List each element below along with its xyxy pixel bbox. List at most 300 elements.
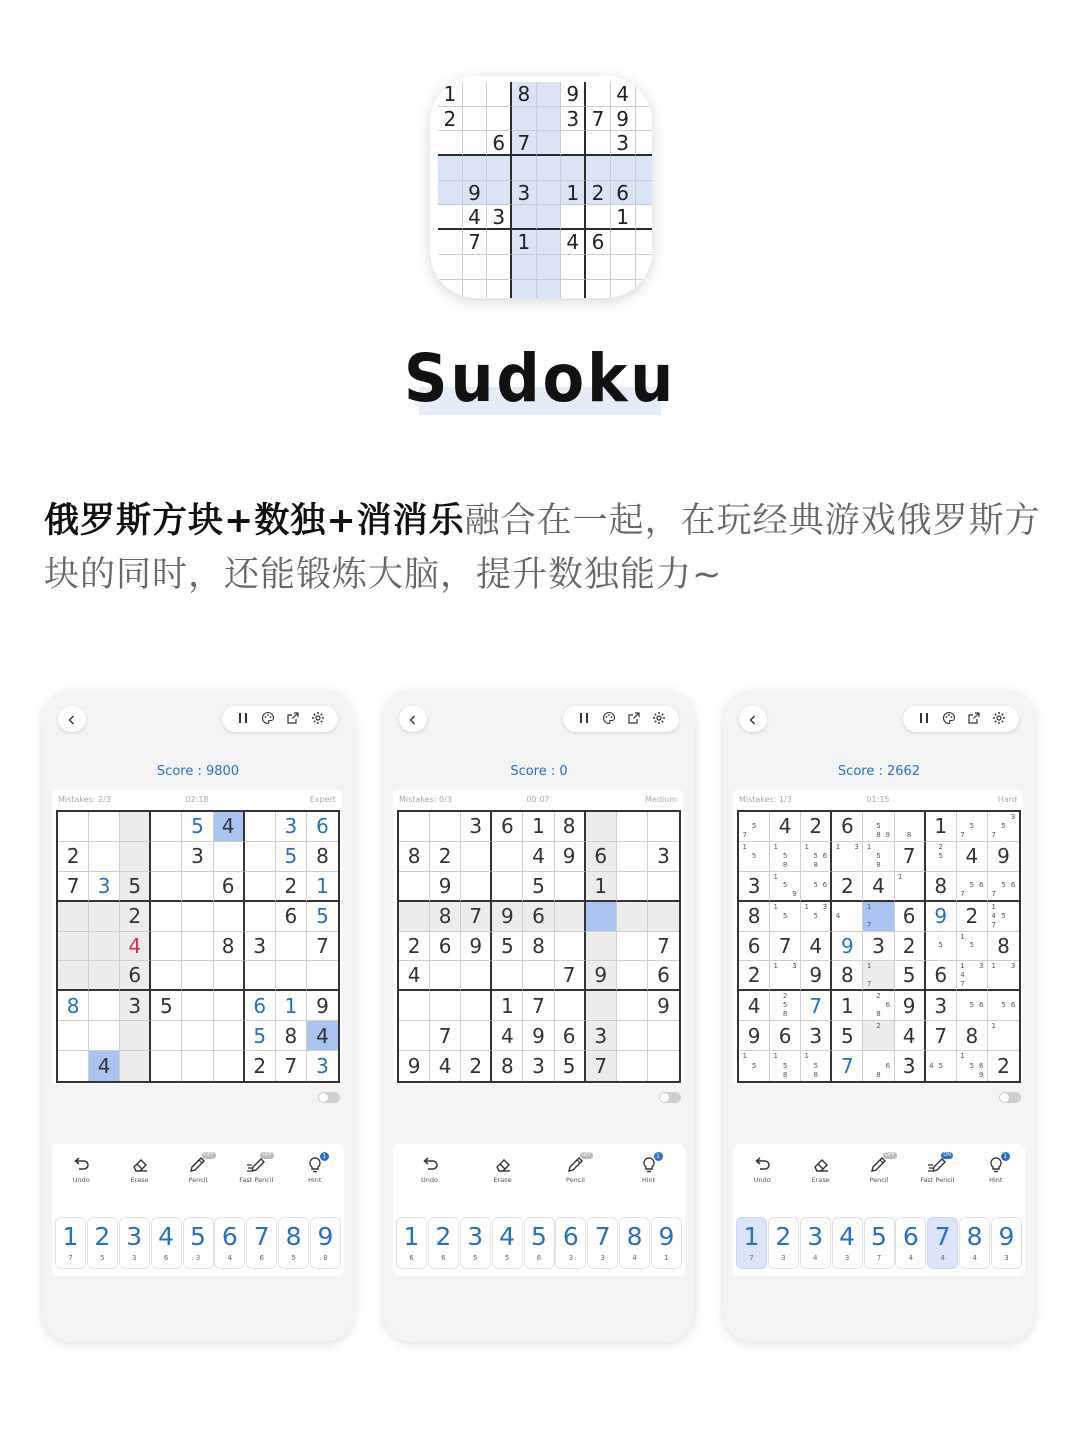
number-key[interactable]: [801, 1218, 830, 1268]
sudoku-cell[interactable]: [832, 1051, 863, 1081]
sudoku-cell[interactable]: [617, 1021, 648, 1051]
back-button[interactable]: [58, 706, 86, 732]
sudoku-cell[interactable]: [832, 1021, 863, 1051]
sudoku-cell[interactable]: [461, 842, 492, 872]
sudoku-cell[interactable]: [151, 902, 182, 932]
sudoku-cell[interactable]: [120, 872, 151, 902]
sudoku-cell[interactable]: [89, 872, 120, 902]
sudoku-cell[interactable]: [245, 902, 276, 932]
number-key[interactable]: [311, 1218, 340, 1268]
sudoku-cell[interactable]: [832, 991, 863, 1021]
sudoku-cell[interactable]: [957, 1051, 988, 1081]
sudoku-cell[interactable]: [307, 812, 338, 842]
sudoku-cell[interactable]: [555, 991, 586, 1021]
sudoku-cell[interactable]: [307, 961, 338, 991]
sudoku-cell[interactable]: [214, 1021, 245, 1051]
sudoku-cell[interactable]: [492, 1021, 523, 1051]
sudoku-cell[interactable]: [988, 902, 1019, 932]
sudoku-cell[interactable]: [58, 961, 89, 991]
sudoku-cell[interactable]: [276, 872, 307, 902]
sudoku-cell[interactable]: [957, 1021, 988, 1051]
number-key[interactable]: [247, 1218, 276, 1268]
fast-pencil-button[interactable]: [910, 1152, 964, 1190]
sudoku-cell[interactable]: [214, 812, 245, 842]
sudoku-cell[interactable]: [245, 932, 276, 962]
pause-icon[interactable]: [577, 710, 591, 729]
sudoku-cell[interactable]: [863, 842, 894, 872]
sudoku-cell[interactable]: [926, 812, 957, 842]
sudoku-cell[interactable]: [276, 902, 307, 932]
sudoku-cell[interactable]: [957, 812, 988, 842]
sudoku-cell[interactable]: [430, 991, 461, 1021]
sudoku-cell[interactable]: [895, 842, 926, 872]
sudoku-cell[interactable]: [770, 902, 801, 932]
sudoku-cell[interactable]: [801, 842, 832, 872]
hint-button[interactable]: [288, 1153, 342, 1190]
highlight-toggle[interactable]: [999, 1092, 1021, 1103]
sudoku-cell[interactable]: [617, 842, 648, 872]
sudoku-cell[interactable]: [801, 1051, 832, 1081]
sudoku-cell[interactable]: [863, 902, 894, 932]
share-icon[interactable]: [967, 710, 981, 729]
number-key[interactable]: [184, 1218, 213, 1268]
sudoku-cell[interactable]: [245, 991, 276, 1021]
sudoku-cell[interactable]: [957, 991, 988, 1021]
sudoku-cell[interactable]: [245, 842, 276, 872]
sudoku-cell[interactable]: [926, 1051, 957, 1081]
sudoku-cell[interactable]: [617, 961, 648, 991]
sudoku-cell[interactable]: [926, 932, 957, 962]
sudoku-cell[interactable]: [430, 812, 461, 842]
pencil-button[interactable]: [852, 1152, 906, 1190]
back-button[interactable]: [399, 706, 427, 732]
sudoku-cell[interactable]: [214, 961, 245, 991]
sudoku-cell[interactable]: [739, 902, 770, 932]
sudoku-cell[interactable]: [648, 872, 679, 902]
sudoku-cell[interactable]: [801, 1021, 832, 1051]
sudoku-cell[interactable]: [523, 872, 554, 902]
sudoku-cell[interactable]: [430, 961, 461, 991]
sudoku-cell[interactable]: [276, 991, 307, 1021]
sudoku-cell[interactable]: [926, 902, 957, 932]
highlight-toggle[interactable]: [659, 1092, 681, 1103]
sudoku-cell[interactable]: [895, 812, 926, 842]
sudoku-cell[interactable]: [648, 842, 679, 872]
undo-button[interactable]: [54, 1156, 108, 1190]
sudoku-cell[interactable]: [492, 872, 523, 902]
sudoku-cell[interactable]: [182, 1051, 213, 1081]
sudoku-cell[interactable]: [832, 812, 863, 842]
erase-button[interactable]: [476, 1156, 530, 1190]
sudoku-cell[interactable]: [555, 812, 586, 842]
sudoku-cell[interactable]: [988, 1021, 1019, 1051]
sudoku-cell[interactable]: [739, 961, 770, 991]
sudoku-cell[interactable]: [245, 812, 276, 842]
sudoku-cell[interactable]: [863, 812, 894, 842]
sudoku-cell[interactable]: [648, 812, 679, 842]
number-key[interactable]: [429, 1218, 458, 1268]
sudoku-cell[interactable]: [276, 1021, 307, 1051]
sudoku-cell[interactable]: [214, 902, 245, 932]
sudoku-cell[interactable]: [586, 961, 617, 991]
sudoku-cell[interactable]: [89, 812, 120, 842]
gear-icon[interactable]: [311, 710, 325, 729]
number-key[interactable]: [120, 1218, 149, 1268]
sudoku-cell[interactable]: [523, 902, 554, 932]
sudoku-cell[interactable]: [182, 991, 213, 1021]
sudoku-cell[interactable]: [895, 961, 926, 991]
sudoku-cell[interactable]: [555, 902, 586, 932]
number-key[interactable]: [397, 1218, 426, 1268]
sudoku-cell[interactable]: [182, 842, 213, 872]
sudoku-cell[interactable]: [586, 932, 617, 962]
sudoku-cell[interactable]: [182, 932, 213, 962]
sudoku-cell[interactable]: [276, 961, 307, 991]
sudoku-cell[interactable]: [648, 1021, 679, 1051]
sudoku-cell[interactable]: [214, 842, 245, 872]
gear-icon[interactable]: [992, 710, 1006, 729]
number-key[interactable]: [769, 1218, 798, 1268]
sudoku-cell[interactable]: [617, 1051, 648, 1081]
sudoku-cell[interactable]: [399, 932, 430, 962]
sudoku-cell[interactable]: [399, 961, 430, 991]
sudoku-cell[interactable]: [151, 1021, 182, 1051]
sudoku-cell[interactable]: [957, 932, 988, 962]
sudoku-cell[interactable]: [648, 902, 679, 932]
number-key[interactable]: [737, 1218, 766, 1268]
number-key[interactable]: [279, 1218, 308, 1268]
sudoku-cell[interactable]: [430, 932, 461, 962]
sudoku-cell[interactable]: [957, 842, 988, 872]
sudoku-cell[interactable]: [523, 991, 554, 1021]
pause-icon[interactable]: [917, 710, 931, 729]
sudoku-cell[interactable]: [307, 1051, 338, 1081]
sudoku-cell[interactable]: [307, 932, 338, 962]
number-key[interactable]: [928, 1218, 957, 1268]
sudoku-cell[interactable]: [586, 872, 617, 902]
sudoku-cell[interactable]: [151, 991, 182, 1021]
fast-pencil-button[interactable]: [229, 1152, 283, 1190]
sudoku-cell[interactable]: [832, 902, 863, 932]
sudoku-cell[interactable]: [307, 1021, 338, 1051]
sudoku-cell[interactable]: [739, 1021, 770, 1051]
sudoku-cell[interactable]: [151, 932, 182, 962]
sudoku-cell[interactable]: [89, 991, 120, 1021]
number-key[interactable]: [493, 1218, 522, 1268]
sudoku-cell[interactable]: [739, 872, 770, 902]
sudoku-cell[interactable]: [214, 1051, 245, 1081]
sudoku-cell[interactable]: [461, 932, 492, 962]
sudoku-cell[interactable]: [770, 1051, 801, 1081]
sudoku-cell[interactable]: [120, 932, 151, 962]
sudoku-cell[interactable]: [648, 991, 679, 1021]
sudoku-cell[interactable]: [58, 1021, 89, 1051]
sudoku-cell[interactable]: [988, 872, 1019, 902]
number-key[interactable]: [588, 1218, 617, 1268]
sudoku-cell[interactable]: [832, 872, 863, 902]
sudoku-cell[interactable]: [399, 872, 430, 902]
sudoku-cell[interactable]: [988, 961, 1019, 991]
sudoku-cell[interactable]: [586, 812, 617, 842]
sudoku-cell[interactable]: [648, 932, 679, 962]
sudoku-cell[interactable]: [276, 812, 307, 842]
sudoku-cell[interactable]: [895, 991, 926, 1021]
sudoku-cell[interactable]: [801, 961, 832, 991]
sudoku-cell[interactable]: [276, 1051, 307, 1081]
sudoku-cell[interactable]: [276, 842, 307, 872]
sudoku-cell[interactable]: [739, 991, 770, 1021]
sudoku-cell[interactable]: [89, 1051, 120, 1081]
undo-button[interactable]: [403, 1156, 457, 1190]
sudoku-cell[interactable]: [957, 902, 988, 932]
sudoku-cell[interactable]: [586, 902, 617, 932]
sudoku-cell[interactable]: [988, 1051, 1019, 1081]
sudoku-cell[interactable]: [58, 812, 89, 842]
sudoku-cell[interactable]: [492, 812, 523, 842]
sudoku-cell[interactable]: [926, 991, 957, 1021]
sudoku-cell[interactable]: [430, 842, 461, 872]
hint-button[interactable]: [969, 1153, 1023, 1190]
sudoku-cell[interactable]: [151, 961, 182, 991]
sudoku-cell[interactable]: [214, 991, 245, 1021]
sudoku-cell[interactable]: [523, 1021, 554, 1051]
number-key[interactable]: [992, 1218, 1021, 1268]
sudoku-cell[interactable]: [988, 991, 1019, 1021]
sudoku-cell[interactable]: [739, 932, 770, 962]
share-icon[interactable]: [627, 710, 641, 729]
sudoku-cell[interactable]: [276, 932, 307, 962]
sudoku-cell[interactable]: [926, 1021, 957, 1051]
number-key[interactable]: [215, 1218, 244, 1268]
sudoku-cell[interactable]: [957, 961, 988, 991]
sudoku-cell[interactable]: [555, 1021, 586, 1051]
number-key[interactable]: [556, 1218, 585, 1268]
number-key[interactable]: [152, 1218, 181, 1268]
sudoku-cell[interactable]: [801, 872, 832, 902]
sudoku-cell[interactable]: [399, 812, 430, 842]
sudoku-cell[interactable]: [801, 932, 832, 962]
sudoku-cell[interactable]: [895, 1021, 926, 1051]
gear-icon[interactable]: [652, 710, 666, 729]
sudoku-cell[interactable]: [926, 872, 957, 902]
sudoku-cell[interactable]: [988, 842, 1019, 872]
sudoku-cell[interactable]: [245, 1051, 276, 1081]
sudoku-cell[interactable]: [617, 902, 648, 932]
sudoku-cell[interactable]: [399, 1051, 430, 1081]
sudoku-cell[interactable]: [120, 991, 151, 1021]
number-key[interactable]: [960, 1218, 989, 1268]
sudoku-cell[interactable]: [58, 872, 89, 902]
back-button[interactable]: [739, 706, 767, 732]
highlight-toggle[interactable]: [318, 1092, 340, 1103]
sudoku-cell[interactable]: [801, 902, 832, 932]
sudoku-cell[interactable]: [555, 1051, 586, 1081]
sudoku-cell[interactable]: [648, 961, 679, 991]
sudoku-cell[interactable]: [801, 812, 832, 842]
sudoku-cell[interactable]: [245, 961, 276, 991]
sudoku-cell[interactable]: [430, 1021, 461, 1051]
sudoku-cell[interactable]: [182, 872, 213, 902]
number-key[interactable]: [652, 1218, 681, 1268]
sudoku-cell[interactable]: [926, 961, 957, 991]
sudoku-cell[interactable]: [832, 842, 863, 872]
sudoku-cell[interactable]: [399, 991, 430, 1021]
sudoku-cell[interactable]: [214, 872, 245, 902]
number-key[interactable]: [896, 1218, 925, 1268]
sudoku-cell[interactable]: [617, 991, 648, 1021]
sudoku-cell[interactable]: [586, 991, 617, 1021]
sudoku-cell[interactable]: [58, 1051, 89, 1081]
sudoku-cell[interactable]: [461, 961, 492, 991]
sudoku-cell[interactable]: [307, 872, 338, 902]
hint-button[interactable]: [622, 1153, 676, 1190]
sudoku-cell[interactable]: [151, 842, 182, 872]
sudoku-cell[interactable]: [863, 872, 894, 902]
sudoku-cell[interactable]: [770, 812, 801, 842]
sudoku-cell[interactable]: [988, 812, 1019, 842]
sudoku-cell[interactable]: [586, 1021, 617, 1051]
sudoku-cell[interactable]: [555, 932, 586, 962]
sudoku-cell[interactable]: [89, 1021, 120, 1051]
pencil-button[interactable]: [549, 1152, 603, 1190]
sudoku-cell[interactable]: [120, 1051, 151, 1081]
palette-icon[interactable]: [261, 710, 275, 729]
sudoku-cell[interactable]: [895, 1051, 926, 1081]
sudoku-cell[interactable]: [586, 1051, 617, 1081]
number-key[interactable]: [620, 1218, 649, 1268]
sudoku-cell[interactable]: [492, 902, 523, 932]
sudoku-cell[interactable]: [801, 991, 832, 1021]
sudoku-cell[interactable]: [151, 812, 182, 842]
sudoku-cell[interactable]: [492, 1051, 523, 1081]
sudoku-cell[interactable]: [245, 1021, 276, 1051]
sudoku-cell[interactable]: [523, 961, 554, 991]
sudoku-cell[interactable]: [770, 842, 801, 872]
sudoku-cell[interactable]: [89, 842, 120, 872]
sudoku-cell[interactable]: [120, 902, 151, 932]
sudoku-cell[interactable]: [89, 902, 120, 932]
sudoku-cell[interactable]: [214, 932, 245, 962]
sudoku-cell[interactable]: [895, 872, 926, 902]
sudoku-cell[interactable]: [120, 842, 151, 872]
sudoku-cell[interactable]: [523, 812, 554, 842]
share-icon[interactable]: [286, 710, 300, 729]
sudoku-cell[interactable]: [523, 932, 554, 962]
sudoku-cell[interactable]: [461, 812, 492, 842]
sudoku-cell[interactable]: [555, 961, 586, 991]
sudoku-cell[interactable]: [58, 902, 89, 932]
palette-icon[interactable]: [942, 710, 956, 729]
number-key[interactable]: [525, 1218, 554, 1268]
sudoku-cell[interactable]: [120, 812, 151, 842]
palette-icon[interactable]: [602, 710, 616, 729]
sudoku-cell[interactable]: [863, 1021, 894, 1051]
sudoku-cell[interactable]: [617, 932, 648, 962]
sudoku-cell[interactable]: [182, 902, 213, 932]
sudoku-cell[interactable]: [617, 872, 648, 902]
undo-button[interactable]: [735, 1156, 789, 1190]
sudoku-cell[interactable]: [492, 961, 523, 991]
sudoku-cell[interactable]: [895, 902, 926, 932]
sudoku-cell[interactable]: [430, 872, 461, 902]
sudoku-cell[interactable]: [399, 1021, 430, 1051]
erase-button[interactable]: [113, 1156, 167, 1190]
sudoku-cell[interactable]: [957, 872, 988, 902]
sudoku-cell[interactable]: [307, 902, 338, 932]
sudoku-cell[interactable]: [182, 961, 213, 991]
sudoku-cell[interactable]: [739, 842, 770, 872]
sudoku-cell[interactable]: [307, 991, 338, 1021]
sudoku-cell[interactable]: [58, 842, 89, 872]
sudoku-cell[interactable]: [430, 1051, 461, 1081]
sudoku-cell[interactable]: [863, 932, 894, 962]
sudoku-cell[interactable]: [89, 961, 120, 991]
sudoku-cell[interactable]: [926, 842, 957, 872]
sudoku-cell[interactable]: [151, 1051, 182, 1081]
number-key[interactable]: [461, 1218, 490, 1268]
sudoku-cell[interactable]: [58, 991, 89, 1021]
sudoku-cell[interactable]: [58, 932, 89, 962]
sudoku-cell[interactable]: [770, 1021, 801, 1051]
sudoku-cell[interactable]: [461, 902, 492, 932]
sudoku-cell[interactable]: [739, 1051, 770, 1081]
number-key[interactable]: [865, 1218, 894, 1268]
number-key[interactable]: [56, 1218, 85, 1268]
sudoku-cell[interactable]: [245, 872, 276, 902]
sudoku-cell[interactable]: [399, 842, 430, 872]
sudoku-cell[interactable]: [461, 1021, 492, 1051]
sudoku-cell[interactable]: [523, 1051, 554, 1081]
sudoku-cell[interactable]: [492, 991, 523, 1021]
erase-button[interactable]: [794, 1156, 848, 1190]
number-key[interactable]: [88, 1218, 117, 1268]
sudoku-cell[interactable]: [461, 991, 492, 1021]
sudoku-cell[interactable]: [399, 902, 430, 932]
sudoku-cell[interactable]: [770, 961, 801, 991]
sudoku-cell[interactable]: [832, 932, 863, 962]
sudoku-cell[interactable]: [461, 872, 492, 902]
sudoku-cell[interactable]: [430, 902, 461, 932]
sudoku-cell[interactable]: [492, 932, 523, 962]
sudoku-cell[interactable]: [863, 961, 894, 991]
number-key[interactable]: [833, 1218, 862, 1268]
sudoku-cell[interactable]: [770, 932, 801, 962]
sudoku-cell[interactable]: [182, 1021, 213, 1051]
sudoku-cell[interactable]: [307, 842, 338, 872]
sudoku-cell[interactable]: [895, 932, 926, 962]
sudoku-cell[interactable]: [832, 961, 863, 991]
sudoku-cell[interactable]: [182, 812, 213, 842]
sudoku-cell[interactable]: [461, 1051, 492, 1081]
sudoku-cell[interactable]: [617, 812, 648, 842]
sudoku-cell[interactable]: [863, 1051, 894, 1081]
sudoku-cell[interactable]: [770, 872, 801, 902]
sudoku-cell[interactable]: [739, 812, 770, 842]
sudoku-cell[interactable]: [89, 932, 120, 962]
sudoku-cell[interactable]: [492, 842, 523, 872]
sudoku-cell[interactable]: [863, 991, 894, 1021]
sudoku-cell[interactable]: [120, 961, 151, 991]
sudoku-cell[interactable]: [770, 991, 801, 1021]
sudoku-cell[interactable]: [120, 1021, 151, 1051]
sudoku-cell[interactable]: [151, 872, 182, 902]
sudoku-cell[interactable]: [523, 842, 554, 872]
pause-icon[interactable]: [236, 710, 250, 729]
sudoku-cell[interactable]: [988, 932, 1019, 962]
sudoku-cell[interactable]: [586, 842, 617, 872]
sudoku-cell[interactable]: [648, 1051, 679, 1081]
pencil-button[interactable]: [171, 1152, 225, 1190]
